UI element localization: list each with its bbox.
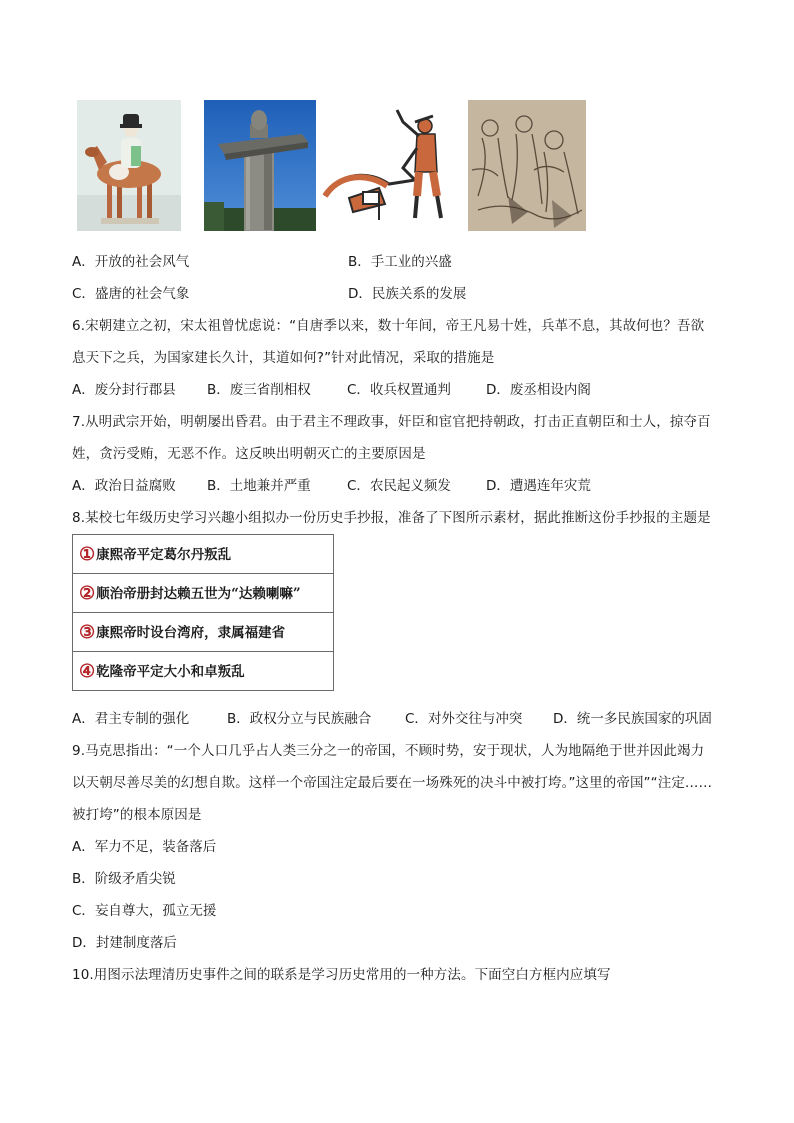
- table-row: [73, 535, 334, 574]
- table-cell-text: 康熙帝时设台湾府，隶属福建省: [96, 625, 286, 641]
- q9-stem-line-1: 9.马克思指出：“一个人口几乎占人类三分之一的帝国，不顾时势，安于现状，人为地隔绝于世并因此竭力: [72, 743, 705, 759]
- item-number-2: ②: [79, 583, 96, 604]
- q5-option-b: B．手工业的兴盛: [348, 254, 452, 270]
- q8-option-b: B．政权分立与民族融合: [227, 711, 372, 727]
- q9-option-d: D．封建制度落后: [72, 935, 177, 951]
- farmer-with-curved-plough: [319, 100, 459, 231]
- item-number-4: ④: [79, 661, 96, 682]
- q6-option-d: D．废丞相设内阁: [486, 382, 591, 398]
- q7-stem-line-2: 姓，贪污受贿，无恶不作。这反映出明朝灭亡的主要原因是: [72, 446, 426, 462]
- q9-option-c: C．妄自尊大，孤立无援: [72, 903, 217, 919]
- q6-option-b: B．废三省削相权: [207, 382, 311, 398]
- item-number-1: ①: [79, 544, 96, 565]
- q6-stem-line-2: 息天下之兵，为国家建长久计，其道如何?”针对此情况，采取的措施是: [72, 350, 495, 366]
- q5-option-a: A．开放的社会风气: [72, 254, 190, 270]
- q5-option-d: D．民族关系的发展: [348, 286, 467, 302]
- q7-option-d: D．遭遇连年灾荒: [486, 478, 591, 494]
- table-cell-text: 乾隆帝平定大小和卓叛乱: [96, 664, 245, 680]
- table-row: [73, 613, 334, 652]
- tang-sancai-horse-rider-figurine: [77, 100, 181, 231]
- table-cell-text: 顺治帝册封达赖五世为“达赖喇嘛”: [96, 586, 301, 602]
- q6-option-c: C．收兵权置通判: [347, 382, 451, 398]
- q9-option-b: B．阶级矛盾尖锐: [72, 871, 176, 887]
- q8-option-a: A．君主专制的强化: [72, 711, 190, 727]
- q7-option-a: A．政治日益腐败: [72, 478, 176, 494]
- q8-option-c: C．对外交往与冲突: [405, 711, 523, 727]
- q9-stem-line-3: 被打垮”的根本原因是: [72, 807, 202, 823]
- ancient-mural-painting: [468, 100, 586, 231]
- q5-option-c: C．盛唐的社会气象: [72, 286, 190, 302]
- q6-option-a: A．废分封行郡县: [72, 382, 176, 398]
- q7-option-c: C．农民起义频发: [347, 478, 451, 494]
- q8-stem-line-1: 8.某校七年级历史学习兴趣小组拟办一份历史手抄报，准备了下图所示素材，据此推断这份手抄报的主题是: [72, 510, 711, 526]
- q6-stem-line-1: 6.宋朝建立之初，宋太祖曾忧虑说：“自唐季以来，数十年间，帝王凡易十姓，兵革不息，其故何也？吾欲: [72, 318, 705, 334]
- q8-material-table: [72, 534, 334, 691]
- q8-option-d: D．统一多民族国家的巩固: [553, 711, 712, 727]
- q10-stem-line-1: 10.用图示法理清历史事件之间的联系是学习历史常用的一种方法。下面空白方框内应填写: [72, 967, 611, 983]
- q7-option-b: B．土地兼并严重: [207, 478, 311, 494]
- table-row: [73, 652, 334, 691]
- q9-stem-line-2: 以天朝尽善尽美的幻想自欺。这样一个帝国注定最后要在一场殊死的决斗中被打垮。”这里的帝国”“注定……: [72, 775, 713, 791]
- item-number-3: ③: [79, 622, 96, 643]
- table-cell-text: 康熙帝平定葛尔丹叛乱: [96, 547, 232, 563]
- stone-stele-pillar: [204, 100, 316, 231]
- q7-stem-line-1: 7.从明武宗开始，明朝屡出昏君。由于君主不理政事，奸臣和宦官把持朝政，打击正直朝臣和士人，掠夺百: [72, 414, 711, 430]
- q9-option-a: A．军力不足，装备落后: [72, 839, 217, 855]
- table-row: [73, 574, 334, 613]
